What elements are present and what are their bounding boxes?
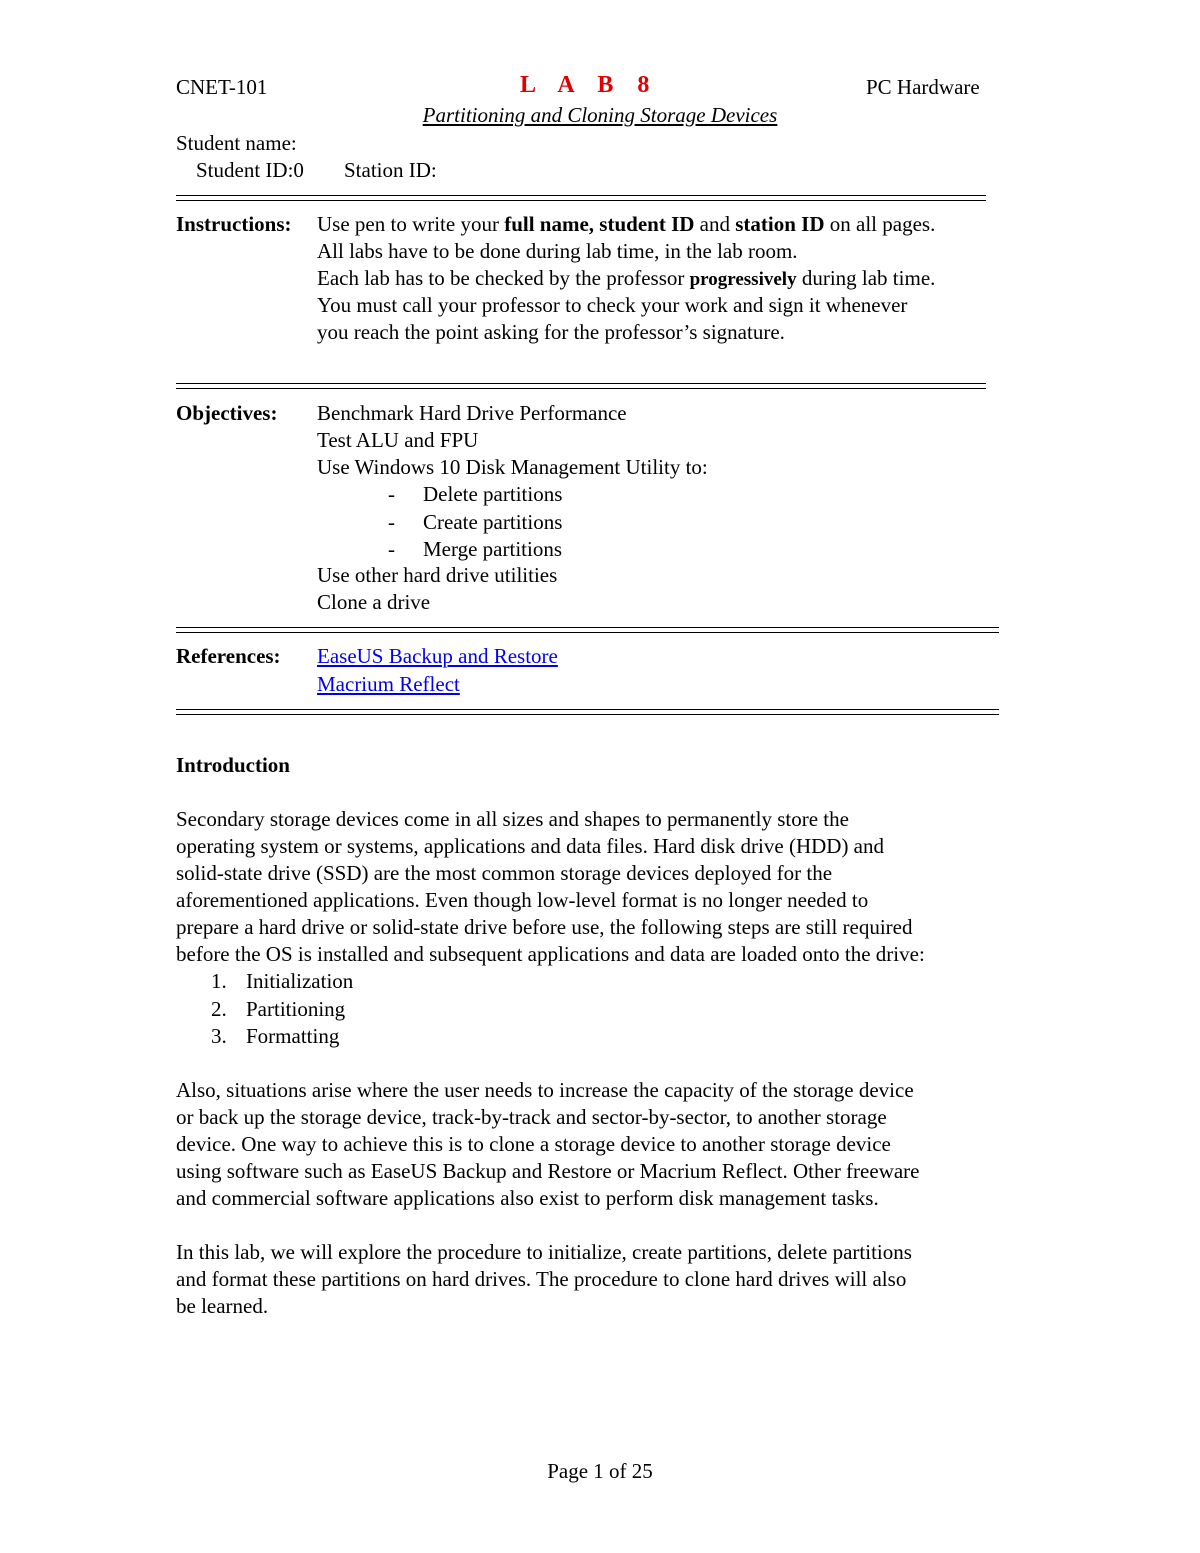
bullet-dash: - xyxy=(388,510,395,534)
instructions-line-2: All labs have to be done during lab time, in the lab room. xyxy=(317,239,798,263)
text-span: on all pages. xyxy=(824,212,936,236)
lab-number: L A B 8 xyxy=(520,72,659,98)
intro-paragraph-2 xyxy=(176,1077,1036,1212)
double-rule xyxy=(176,627,999,633)
reference-link-easeus[interactable] xyxy=(317,643,558,670)
step-number: 2. xyxy=(211,997,227,1021)
text-span: Each lab has to be checked by the professor xyxy=(317,266,690,290)
student-name-label: Student name: xyxy=(176,131,297,155)
intro-paragraph-1 xyxy=(176,806,1036,968)
instructions-line-1 xyxy=(317,211,935,238)
instructions-label: Instructions: xyxy=(176,212,292,236)
objective-item: Use Windows 10 Disk Management Utility to: xyxy=(317,455,708,479)
step-number: 1. xyxy=(211,969,227,993)
introduction-title: Introduction xyxy=(176,753,290,777)
objective-item: Clone a drive xyxy=(317,590,431,614)
subject-name: PC Hardware xyxy=(866,75,980,99)
step-text: Formatting xyxy=(246,1024,340,1048)
paragraph-line: Secondary storage devices come in all sizes and shapes to permanently store the xyxy=(176,807,849,831)
paragraph-line: using software such as EaseUS Backup and Restore or Macrium Reflect. Other freeware xyxy=(176,1159,920,1183)
paragraph-line: and commercial software applications also exist to perform disk management tasks. xyxy=(176,1186,879,1210)
paragraph-line: operating system or systems, applications and data files. Hard disk drive (HDD) and xyxy=(176,834,885,858)
step-text: Initialization xyxy=(246,969,354,993)
objective-subitem: Delete partitions xyxy=(423,482,563,506)
step-text: Partitioning xyxy=(246,997,346,1021)
reference-link-macrium[interactable] xyxy=(317,671,460,698)
bold-text: station ID xyxy=(735,212,825,236)
page-number: Page 1 of 25 xyxy=(547,1459,653,1483)
step-number: 3. xyxy=(211,1024,227,1048)
paragraph-line: prepare a hard drive or solid-state drive before use, the following steps are still required xyxy=(176,915,913,939)
double-rule xyxy=(176,195,986,201)
student-id-label: Student ID:0 xyxy=(196,158,304,182)
objective-subitem: Create partitions xyxy=(423,510,563,534)
paragraph-line: aforementioned applications. Even though low-level format is no longer needed to xyxy=(176,888,869,912)
lab-subtitle: Partitioning and Cloning Storage Devices xyxy=(422,103,778,127)
objective-subitem: Merge partitions xyxy=(423,537,563,561)
course-code: CNET-101 xyxy=(176,75,268,99)
instructions-line-3 xyxy=(317,265,935,293)
text-span: during lab time. xyxy=(796,266,936,290)
double-rule xyxy=(176,709,999,715)
text-span: Use pen to write your xyxy=(317,212,505,236)
bold-text: progressively xyxy=(689,269,797,290)
paragraph-line: before the OS is installed and subsequent applications and data are loaded onto the drive: xyxy=(176,942,925,966)
references-label: References: xyxy=(176,644,281,668)
double-rule xyxy=(176,383,986,389)
paragraph-line: device. One way to achieve this is to clone a storage device to another storage device xyxy=(176,1132,891,1156)
instructions-line-5: you reach the point asking for the professor’s signature. xyxy=(317,320,785,344)
bullet-dash: - xyxy=(388,537,395,561)
paragraph-line: solid-state drive (SSD) are the most common storage devices deployed for the xyxy=(176,861,833,885)
link-text[interactable]: Macrium Reflect xyxy=(317,672,460,696)
paragraph-line: In this lab, we will explore the procedure to initialize, create partitions, delete partitions xyxy=(176,1240,912,1264)
link-text[interactable]: EaseUS Backup and Restore xyxy=(317,644,558,668)
paragraph-line: and format these partitions on hard drives. The procedure to clone hard drives will also xyxy=(176,1267,907,1291)
station-id-label: Station ID: xyxy=(344,158,437,182)
instructions-line-4: You must call your professor to check your work and sign it whenever xyxy=(317,293,908,317)
paragraph-line: Also, situations arise where the user needs to increase the capacity of the storage device xyxy=(176,1078,914,1102)
paragraph-line: or back up the storage device, track-by-track and sector-by-sector, to another storage xyxy=(176,1105,887,1129)
bold-text: full name, student ID xyxy=(504,212,695,236)
objective-item: Benchmark Hard Drive Performance xyxy=(317,401,627,425)
bullet-dash: - xyxy=(388,482,395,506)
paragraph-line: be learned. xyxy=(176,1294,269,1318)
objectives-label: Objectives: xyxy=(176,401,278,425)
intro-paragraph-3 xyxy=(176,1239,1036,1320)
objective-item: Use other hard drive utilities xyxy=(317,563,558,587)
text-span: and xyxy=(694,212,736,236)
objective-item: Test ALU and FPU xyxy=(317,428,479,452)
